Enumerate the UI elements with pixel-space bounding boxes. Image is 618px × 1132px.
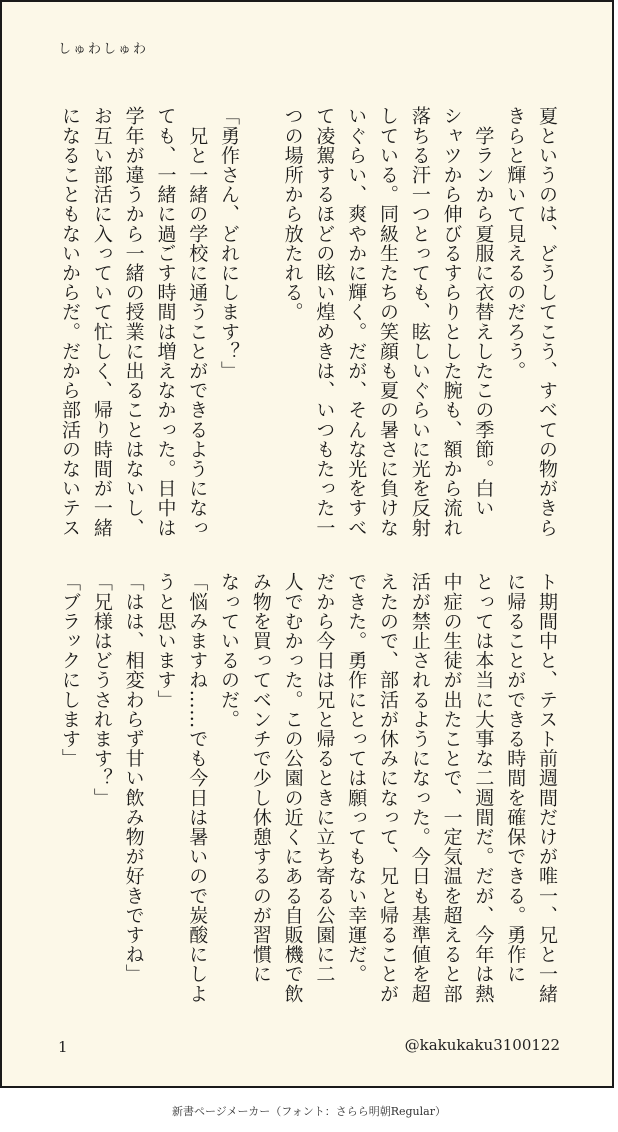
text-line: 「勇作さん、どれにします？」 — [218, 106, 241, 381]
text-line: 学年が違うから一緒の授業に出ることはないし、 — [122, 106, 145, 538]
vertical-text-upper — [53, 106, 562, 538]
text-line: 「兄様はどうされます？」 — [90, 572, 113, 808]
page-number: 1 — [58, 1038, 68, 1056]
text-line: 「ブラックにします」 — [59, 572, 82, 768]
account-handle: @kakukaku3100122 — [404, 1036, 560, 1054]
text-line: 「悩みますね……でも今日は暑いので炭酸にしよ — [186, 572, 209, 1004]
text-line: み物を買ってベンチで少し休憩するのが習慣に — [249, 572, 272, 984]
text-line: 活が禁止されるようになった。今日も基準値を超 — [408, 572, 431, 1004]
text-line: つの場所から放たれる。 — [281, 106, 304, 322]
text-line: 人でむかった。この公園の近くにある自販機で飲 — [281, 572, 304, 1004]
text-line: きらと輝いて見えるのだろう。 — [504, 106, 527, 381]
text-line: になることもないからだ。だから部活のないテス — [59, 106, 82, 538]
text-line: ても、一緒に過ごす時間は増えなかった。日中は — [154, 106, 177, 538]
text-line: なっているのだ。 — [218, 572, 241, 729]
text-line: お互い部活に入っていて忙しく、帰り時間が一緒 — [90, 106, 113, 538]
text-line: 落ちる汗一つとっても、眩しいぐらいに光を反射 — [408, 106, 431, 538]
text-line: 学ランから夏服に衣替えしたこの季節。白い — [472, 106, 495, 518]
text-line: 中症の生徒が出たことで、一定気温を超えると部 — [440, 572, 463, 1004]
text-line: 夏というのは、どうしてこう、すべての物がきら — [536, 106, 558, 538]
text-line: 兄と一緒の学校に通うことができるようになっ — [186, 106, 209, 538]
text-line: 「はは、相変わらず甘い飲み物が好きですね」 — [122, 572, 145, 984]
text-line: に帰ることができる時間を確保できる。勇作に — [504, 572, 527, 984]
text-line: いぐらい、爽やかに輝く。だが、そんな光をすべ — [345, 106, 368, 538]
text-line: えたので、部活が休みになって、兄と帰ることが — [377, 572, 400, 1004]
generator-credit: 新書ページメーカー（フォント：さらら明朝Regular） — [172, 1105, 446, 1118]
text-line: だから今日は兄と帰るときに立ち寄る公園に二 — [313, 572, 336, 984]
text-line: とっては本当に大事な二週間だ。だが、今年は熱 — [472, 572, 495, 1004]
text-line: シャツから伸びるすらりとした腕も、額から流れ — [440, 106, 463, 538]
vertical-text-lower — [53, 572, 562, 1004]
text-line: できた。勇作にとっては願ってもない幸運だ。 — [345, 572, 368, 984]
text-line: て凌駕するほどの眩い煌めきは、いつもたった一 — [313, 106, 336, 538]
page-header-title: しゅわしゅわ — [58, 42, 149, 57]
text-line: ト期間中と、テスト前週間だけが唯一、兄と一緒 — [536, 572, 558, 1004]
text-line: うと思います」 — [154, 572, 177, 710]
text-line-blank — [244, 106, 276, 526]
text-line: している。同級生たちの笑顔も夏の暑さに負けな — [377, 106, 400, 538]
